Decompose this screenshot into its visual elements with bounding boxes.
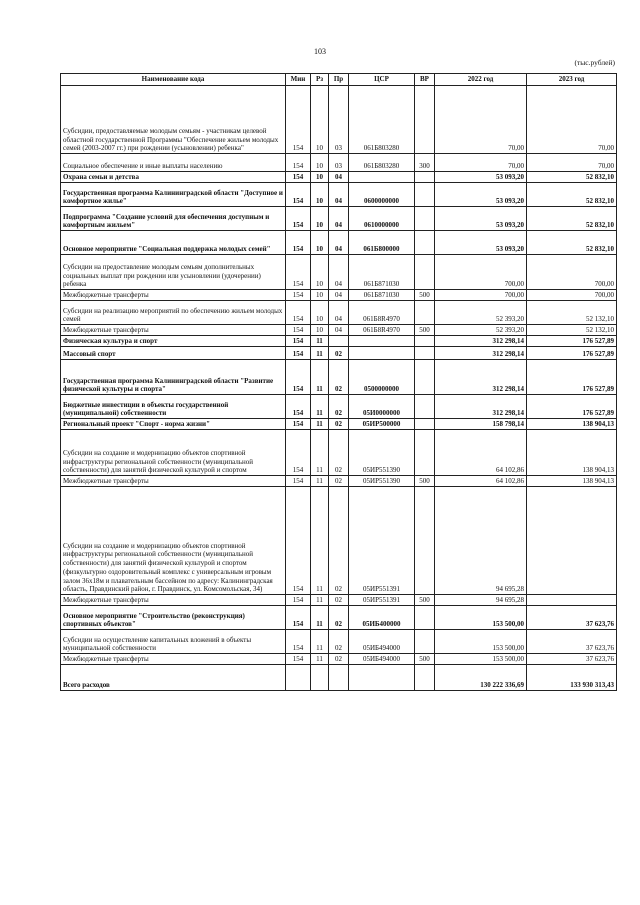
- name-cell: Подпрограмма "Создание условий для обеспечения доступным и комфортным жильем": [61, 207, 286, 231]
- name-cell: Субсидии на создание и модернизацию объектов спортивной инфраструктуры региональной собственности (муниципальной собственности) для занятий физической культурой и спортом (физкультурно оздоровительный комплекс с универсальным игровым залом 36х18м и плавательным бассейном по адресу: Калининградская область, Правдинский район, г. Правдинск, ул. Комсомольская, 34): [61, 487, 286, 595]
- min-cell: 154: [286, 347, 311, 360]
- table-row: [61, 336, 617, 347]
- amount-2023-cell: 138 904,13: [527, 430, 617, 476]
- rz-cell: 10: [311, 290, 329, 301]
- min-cell: 154: [286, 325, 311, 336]
- header-vr: ВР: [415, 74, 435, 86]
- min-cell: 154: [286, 595, 311, 606]
- page-number: 103: [314, 47, 326, 56]
- amount-2022-cell: 312 298,14: [435, 360, 527, 395]
- amount-2022-cell: 94 695,28: [435, 595, 527, 606]
- pr-cell: 02: [329, 430, 349, 476]
- name-cell: Межбюджетные трансферты: [61, 595, 286, 606]
- csr-cell: 05И0000000: [349, 395, 415, 419]
- unit-note: (тыс.рублей): [574, 58, 615, 67]
- min-cell: 154: [286, 476, 311, 487]
- pr-cell: [329, 336, 349, 347]
- amount-2022-cell: 153 500,00: [435, 630, 527, 654]
- min-cell: 154: [286, 360, 311, 395]
- table-row: [61, 347, 617, 360]
- csr-cell: 0600000000: [349, 183, 415, 207]
- vr-cell: [415, 665, 435, 691]
- name-cell: Межбюджетные трансферты: [61, 654, 286, 665]
- amount-2023-cell: 52 832,10: [527, 183, 617, 207]
- min-cell: 154: [286, 207, 311, 231]
- vr-cell: [415, 86, 435, 154]
- amount-2023-cell: 37 623,76: [527, 654, 617, 665]
- amount-2022-cell: 52 393,20: [435, 301, 527, 325]
- amount-2023-cell: [527, 487, 617, 595]
- amount-2023-cell: 52 832,10: [527, 207, 617, 231]
- name-cell: Бюджетные инвестиции в объекты государственной (муниципальной) собственности: [61, 395, 286, 419]
- table-row: [61, 665, 617, 691]
- table-row: [61, 606, 617, 630]
- csr-cell: 05ИР551390: [349, 430, 415, 476]
- table-row: [61, 595, 617, 606]
- vr-cell: [415, 630, 435, 654]
- header-2023: 2023 год: [527, 74, 617, 86]
- vr-cell: 500: [415, 595, 435, 606]
- header-row: [61, 74, 617, 86]
- table-row: [61, 654, 617, 665]
- table-row: [61, 487, 617, 595]
- min-cell: 154: [286, 654, 311, 665]
- table-row: [61, 207, 617, 231]
- amount-2023-cell: 176 527,89: [527, 336, 617, 347]
- min-cell: 154: [286, 419, 311, 430]
- header-2022: 2022 год: [435, 74, 527, 86]
- pr-cell: 02: [329, 419, 349, 430]
- vr-cell: [415, 395, 435, 419]
- csr-cell: [349, 172, 415, 183]
- rz-cell: 10: [311, 86, 329, 154]
- amount-2023-cell: 176 527,89: [527, 360, 617, 395]
- amount-2022-cell: 53 093,20: [435, 172, 527, 183]
- amount-2023-cell: 700,00: [527, 290, 617, 301]
- amount-2023-cell: 37 623,76: [527, 606, 617, 630]
- rz-cell: 10: [311, 301, 329, 325]
- table-row: [61, 154, 617, 172]
- amount-2022-cell: 312 298,14: [435, 395, 527, 419]
- min-cell: 154: [286, 290, 311, 301]
- amount-2022-cell: 70,00: [435, 154, 527, 172]
- min-cell: 154: [286, 231, 311, 255]
- csr-cell: 05ИБ494000: [349, 654, 415, 665]
- rz-cell: 11: [311, 395, 329, 419]
- pr-cell: 04: [329, 290, 349, 301]
- table-row: [61, 395, 617, 419]
- csr-cell: [349, 347, 415, 360]
- name-cell: Основное мероприятие "Строительство (реконструкция) спортивных объектов": [61, 606, 286, 630]
- rz-cell: 11: [311, 476, 329, 487]
- budget-table: [60, 73, 617, 691]
- csr-cell: 061Б803280: [349, 154, 415, 172]
- vr-cell: [415, 606, 435, 630]
- csr-cell: [349, 665, 415, 691]
- amount-2023-cell: [527, 595, 617, 606]
- min-cell: 154: [286, 487, 311, 595]
- pr-cell: 04: [329, 183, 349, 207]
- name-cell: Физическая культура и спорт: [61, 336, 286, 347]
- rz-cell: 10: [311, 231, 329, 255]
- amount-2022-cell: 312 298,14: [435, 336, 527, 347]
- csr-cell: 05ИБ400000: [349, 606, 415, 630]
- csr-cell: 0610000000: [349, 207, 415, 231]
- name-cell: Субсидии на создание и модернизацию объектов спортивной инфраструктуры региональной собственности (муниципальной собственности) для занятий физической культурой и спортом: [61, 430, 286, 476]
- amount-2022-cell: 52 393,20: [435, 325, 527, 336]
- pr-cell: 03: [329, 86, 349, 154]
- csr-cell: 061Б871030: [349, 255, 415, 290]
- min-cell: 154: [286, 430, 311, 476]
- header-rz: Рз: [311, 74, 329, 86]
- rz-cell: 11: [311, 630, 329, 654]
- min-cell: 154: [286, 301, 311, 325]
- header-pr: Пр: [329, 74, 349, 86]
- name-cell: Субсидии на реализацию мероприятий по обеспечению жильем молодых семей: [61, 301, 286, 325]
- pr-cell: 02: [329, 476, 349, 487]
- rz-cell: 11: [311, 487, 329, 595]
- pr-cell: 02: [329, 395, 349, 419]
- rz-cell: 11: [311, 360, 329, 395]
- vr-cell: [415, 207, 435, 231]
- header-min: Мин: [286, 74, 311, 86]
- rz-cell: 10: [311, 207, 329, 231]
- csr-cell: 05ИР551391: [349, 487, 415, 595]
- pr-cell: 04: [329, 325, 349, 336]
- csr-cell: 05ИР500000: [349, 419, 415, 430]
- amount-2022-cell: 64 102,86: [435, 430, 527, 476]
- name-cell: Межбюджетные трансферты: [61, 476, 286, 487]
- amount-2023-cell: 133 930 313,43: [527, 665, 617, 691]
- table-row: [61, 290, 617, 301]
- amount-2023-cell: 138 904,13: [527, 476, 617, 487]
- min-cell: 154: [286, 336, 311, 347]
- name-cell: Субсидии на осуществление капитальных вложений в объекты муниципальной собственности: [61, 630, 286, 654]
- amount-2022-cell: 312 298,14: [435, 347, 527, 360]
- pr-cell: 02: [329, 347, 349, 360]
- min-cell: 154: [286, 606, 311, 630]
- table-row: [61, 301, 617, 325]
- vr-cell: 300: [415, 154, 435, 172]
- vr-cell: [415, 301, 435, 325]
- amount-2023-cell: 52 832,10: [527, 231, 617, 255]
- amount-2022-cell: 153 500,00: [435, 654, 527, 665]
- amount-2023-cell: 176 527,89: [527, 347, 617, 360]
- amount-2023-cell: 70,00: [527, 86, 617, 154]
- amount-2022-cell: 53 093,20: [435, 207, 527, 231]
- vr-cell: [415, 360, 435, 395]
- rz-cell: 10: [311, 183, 329, 207]
- amount-2022-cell: 64 102,86: [435, 476, 527, 487]
- header-csr: ЦСР: [349, 74, 415, 86]
- vr-cell: [415, 430, 435, 476]
- vr-cell: [415, 419, 435, 430]
- name-cell: Государственная программа Калининградской области "Доступное и комфортное жилье": [61, 183, 286, 207]
- min-cell: [286, 665, 311, 691]
- vr-cell: [415, 172, 435, 183]
- amount-2023-cell: 138 904,13: [527, 419, 617, 430]
- vr-cell: 500: [415, 654, 435, 665]
- table-row: [61, 325, 617, 336]
- rz-cell: 11: [311, 606, 329, 630]
- vr-cell: 500: [415, 476, 435, 487]
- csr-cell: 0500000000: [349, 360, 415, 395]
- table-row: [61, 360, 617, 395]
- pr-cell: 04: [329, 301, 349, 325]
- rz-cell: [311, 665, 329, 691]
- amount-2023-cell: 52 132,10: [527, 325, 617, 336]
- csr-cell: 05ИР551390: [349, 476, 415, 487]
- amount-2023-cell: 70,00: [527, 154, 617, 172]
- amount-2022-cell: 53 093,20: [435, 183, 527, 207]
- amount-2022-cell: 158 798,14: [435, 419, 527, 430]
- vr-cell: [415, 487, 435, 595]
- rz-cell: 10: [311, 154, 329, 172]
- name-cell: Всего расходов: [61, 665, 286, 691]
- amount-2022-cell: 53 093,20: [435, 231, 527, 255]
- csr-cell: 061Б800000: [349, 231, 415, 255]
- min-cell: 154: [286, 154, 311, 172]
- rz-cell: 10: [311, 172, 329, 183]
- amount-2022-cell: 70,00: [435, 86, 527, 154]
- name-cell: Массовый спорт: [61, 347, 286, 360]
- csr-cell: 061Б8R4970: [349, 325, 415, 336]
- table-row: [61, 430, 617, 476]
- pr-cell: 02: [329, 654, 349, 665]
- min-cell: 154: [286, 395, 311, 419]
- name-cell: Охрана семьи и детства: [61, 172, 286, 183]
- amount-2022-cell: 130 222 336,69: [435, 665, 527, 691]
- rz-cell: 11: [311, 347, 329, 360]
- csr-cell: 061Б8R4970: [349, 301, 415, 325]
- vr-cell: [415, 183, 435, 207]
- pr-cell: 02: [329, 487, 349, 595]
- csr-cell: 061Б871030: [349, 290, 415, 301]
- csr-cell: 05ИБ494000: [349, 630, 415, 654]
- pr-cell: 02: [329, 606, 349, 630]
- amount-2022-cell: 94 695,28: [435, 487, 527, 595]
- vr-cell: [415, 336, 435, 347]
- pr-cell: 04: [329, 231, 349, 255]
- table-row: [61, 630, 617, 654]
- pr-cell: 03: [329, 154, 349, 172]
- vr-cell: [415, 231, 435, 255]
- min-cell: 154: [286, 86, 311, 154]
- name-cell: Субсидии на предоставление молодым семьям дополнительных социальных выплат при рождении или усыновлении (удочерении) ребенка: [61, 255, 286, 290]
- amount-2023-cell: 52 132,10: [527, 301, 617, 325]
- name-cell: Основное мероприятие "Социальная поддержка молодых семей": [61, 231, 286, 255]
- table-row: [61, 183, 617, 207]
- pr-cell: 02: [329, 595, 349, 606]
- table-row: [61, 255, 617, 290]
- rz-cell: 11: [311, 336, 329, 347]
- pr-cell: 02: [329, 630, 349, 654]
- table-row: [61, 231, 617, 255]
- amount-2022-cell: 153 500,00: [435, 606, 527, 630]
- min-cell: 154: [286, 172, 311, 183]
- vr-cell: [415, 347, 435, 360]
- min-cell: 154: [286, 255, 311, 290]
- min-cell: 154: [286, 630, 311, 654]
- table-row: [61, 419, 617, 430]
- csr-cell: 05ИР551391: [349, 595, 415, 606]
- vr-cell: 500: [415, 290, 435, 301]
- vr-cell: [415, 255, 435, 290]
- rz-cell: 11: [311, 595, 329, 606]
- name-cell: Субсидии, предоставляемые молодым семьям - участникам целевой областной государственной Программы "Обеспечение жильем молодых семей (2003-2007 гг.) при рождении (усыновлении) ребенка": [61, 86, 286, 154]
- rz-cell: 10: [311, 325, 329, 336]
- rz-cell: 11: [311, 430, 329, 476]
- name-cell: Государственная программа Калининградской области "Развитие физической культуры и спорта": [61, 360, 286, 395]
- rz-cell: 11: [311, 654, 329, 665]
- pr-cell: 02: [329, 360, 349, 395]
- table-row: [61, 476, 617, 487]
- name-cell: Межбюджетные трансферты: [61, 325, 286, 336]
- min-cell: 154: [286, 183, 311, 207]
- name-cell: Региональный проект "Спорт - норма жизни": [61, 419, 286, 430]
- amount-2022-cell: 700,00: [435, 290, 527, 301]
- pr-cell: 04: [329, 172, 349, 183]
- pr-cell: 04: [329, 255, 349, 290]
- amount-2023-cell: 37 623,76: [527, 630, 617, 654]
- csr-cell: 061Б803280: [349, 86, 415, 154]
- rz-cell: 10: [311, 255, 329, 290]
- vr-cell: 500: [415, 325, 435, 336]
- header-name: Наименование кода: [61, 74, 286, 86]
- amount-2023-cell: 176 527,89: [527, 395, 617, 419]
- amount-2023-cell: 52 832,10: [527, 172, 617, 183]
- pr-cell: 04: [329, 207, 349, 231]
- pr-cell: [329, 665, 349, 691]
- name-cell: Межбюджетные трансферты: [61, 290, 286, 301]
- csr-cell: [349, 336, 415, 347]
- rz-cell: 11: [311, 419, 329, 430]
- table-row: [61, 172, 617, 183]
- amount-2023-cell: 700,00: [527, 255, 617, 290]
- amount-2022-cell: 700,00: [435, 255, 527, 290]
- table-row: [61, 86, 617, 154]
- name-cell: Социальное обеспечение и иные выплаты населению: [61, 154, 286, 172]
